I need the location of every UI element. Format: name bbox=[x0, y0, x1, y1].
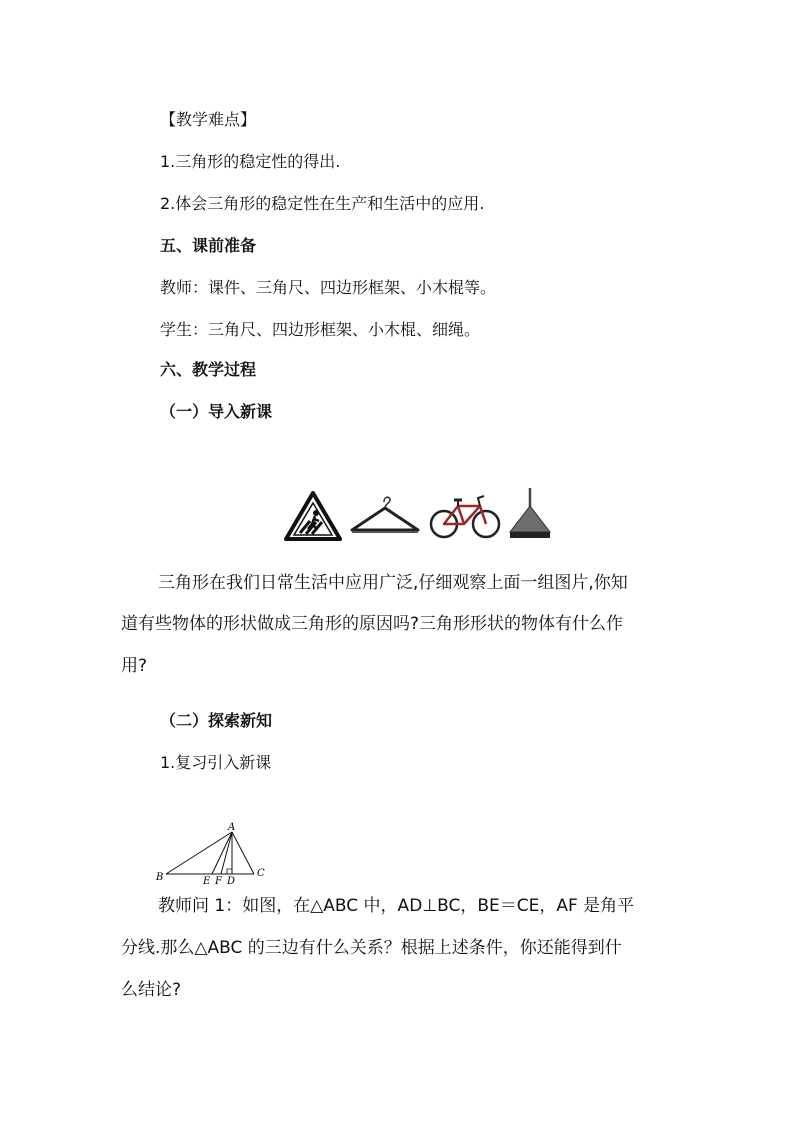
pedestrian-sign-icon bbox=[284, 491, 342, 541]
subsection-heading-explore: （二）探索新知 bbox=[160, 711, 273, 730]
question-line-1: 教师问 1：如图，在△ABC 中，AD⊥BC，BE＝CE，AF 是角平 bbox=[158, 896, 635, 916]
prep-student: 学生：三角尺、四边形框架、小木棍、细绳。 bbox=[160, 320, 481, 339]
question-line-2: 分线.那么△ABC 的三边有什么关系？根据上述条件，你还能得到什 bbox=[121, 938, 622, 958]
broom-icon bbox=[506, 488, 554, 540]
point-label-e: E bbox=[203, 876, 211, 886]
intro-paragraph-line-3: 用? bbox=[121, 656, 148, 676]
vertex-label-a: A bbox=[228, 822, 236, 833]
bicycle-icon bbox=[428, 490, 502, 540]
difficulty-item-2: 2.体会三角形的稳定性在生产和生活中的应用. bbox=[160, 194, 485, 213]
hanger-icon bbox=[348, 492, 422, 542]
heading-teaching-difficulty: 【教学难点】 bbox=[160, 110, 257, 129]
point-label-f: F bbox=[215, 876, 222, 886]
point-label-d: D bbox=[227, 876, 236, 886]
section-heading-process: 六、教学过程 bbox=[160, 360, 257, 379]
triangle-figure bbox=[150, 820, 280, 886]
section-heading-prep: 五、课前准备 bbox=[160, 236, 257, 255]
review-label: 1.复习引入新课 bbox=[160, 753, 272, 772]
subsection-heading-intro: （一）导入新课 bbox=[160, 402, 273, 421]
intro-paragraph-line-2: 道有些物体的形状做成三角形的原因吗?三角形形状的物体有什么作 bbox=[121, 614, 624, 634]
intro-paragraph-line-1: 三角形在我们日常生活中应用广泛,仔细观察上面一组图片,你知 bbox=[158, 573, 628, 593]
vertex-label-c: C bbox=[257, 868, 265, 879]
prep-teacher: 教师：课件、三角尺、四边形框架、小木棍等。 bbox=[160, 278, 497, 297]
image-strip bbox=[284, 488, 554, 544]
difficulty-item-1: 1.三角形的稳定性的得出. bbox=[160, 152, 341, 171]
question-line-3: 么结论? bbox=[121, 980, 182, 1000]
vertex-label-b: B bbox=[156, 872, 164, 883]
